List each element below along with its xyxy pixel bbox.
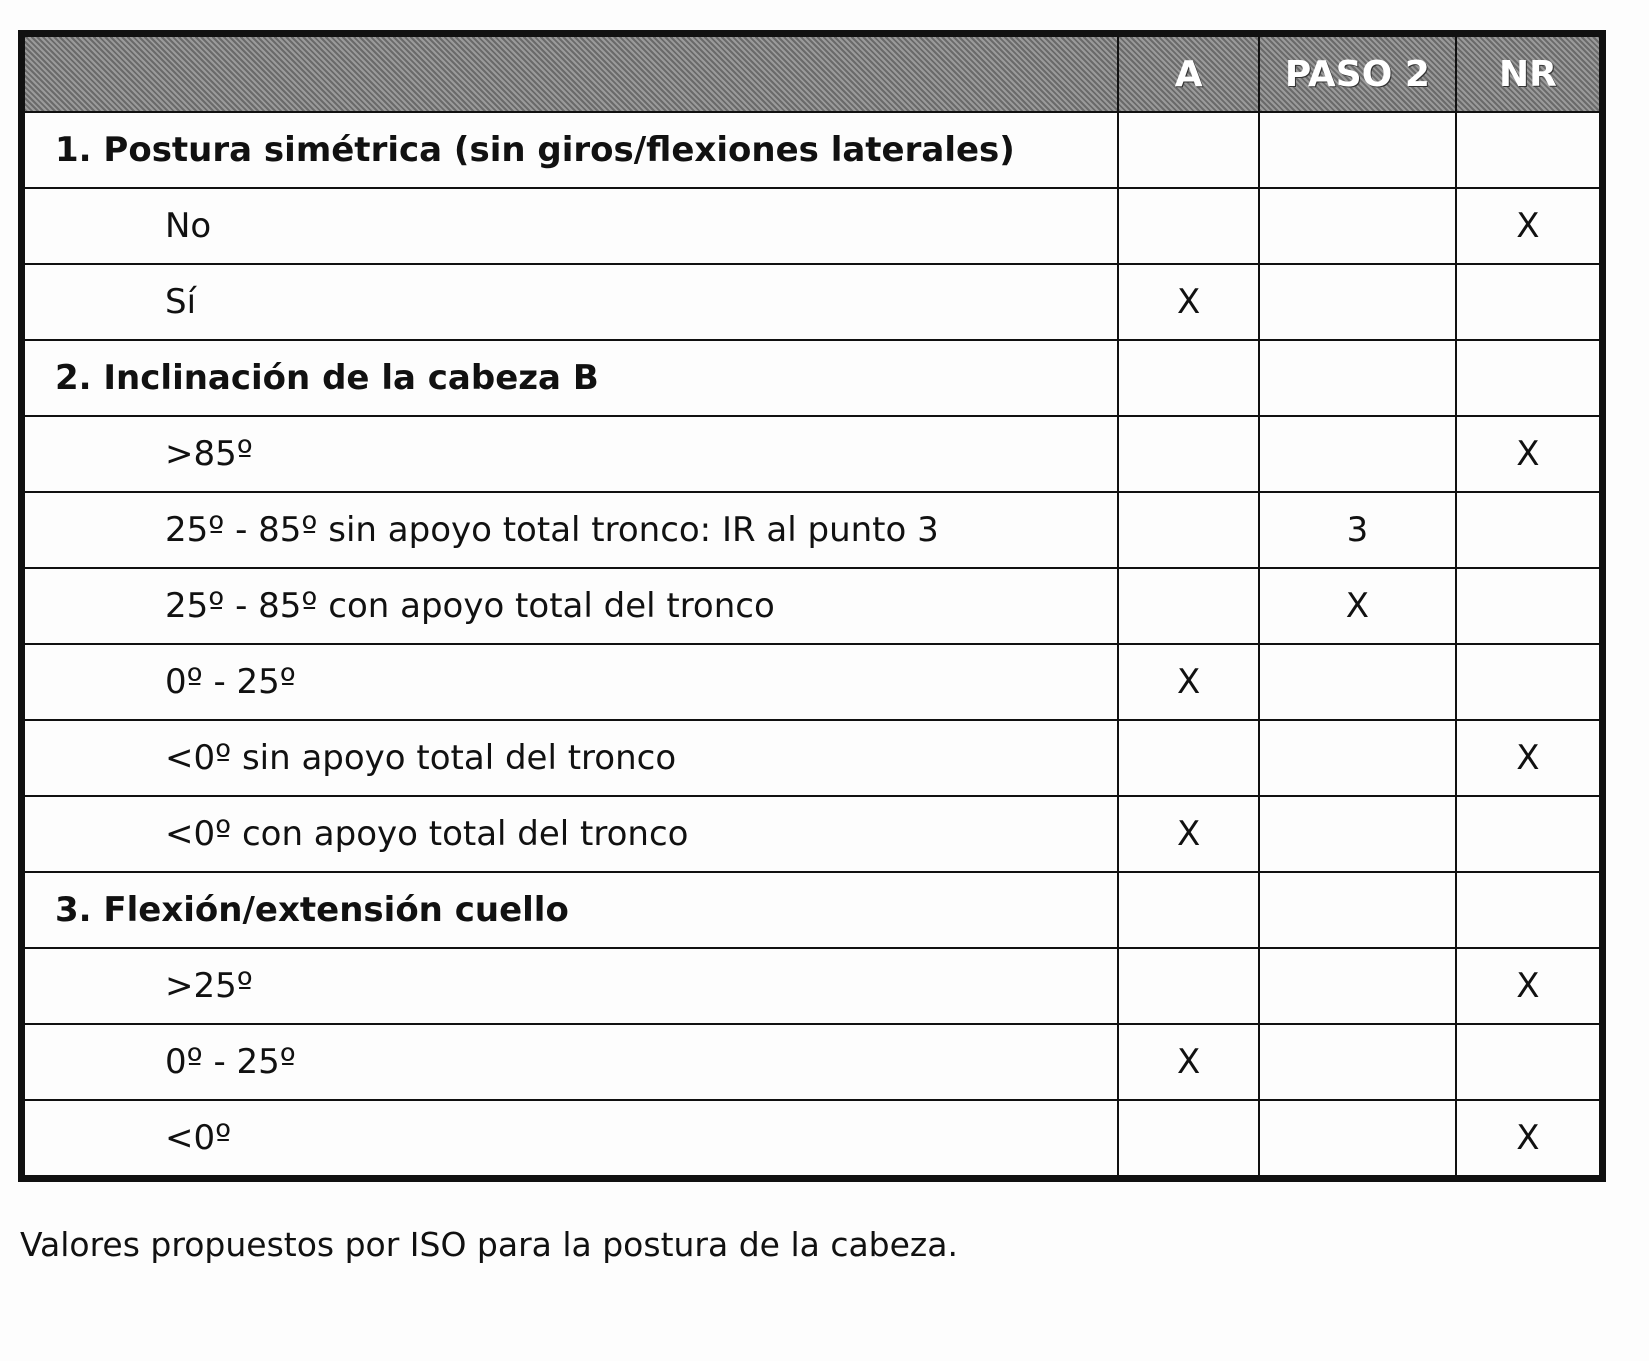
row-description: <0º bbox=[22, 1100, 1119, 1179]
section-row bbox=[22, 872, 1603, 948]
row-mark-a bbox=[1118, 112, 1259, 188]
row-mark-a bbox=[1118, 872, 1259, 948]
row-mark-nr bbox=[1456, 796, 1603, 872]
section-row bbox=[22, 340, 1603, 416]
row-description: 0º - 25º bbox=[22, 644, 1119, 720]
row-description: 25º - 85º con apoyo total del tronco bbox=[22, 568, 1119, 644]
row-mark-paso-2 bbox=[1259, 416, 1456, 492]
row-description: >85º bbox=[22, 416, 1119, 492]
row-mark-a bbox=[1118, 948, 1259, 1024]
row-mark-paso-2: X bbox=[1259, 568, 1456, 644]
row-mark-nr bbox=[1456, 1024, 1603, 1100]
row-mark-a bbox=[1118, 340, 1259, 416]
row-description: 1. Postura simétrica (sin giros/flexiones laterales) bbox=[22, 112, 1119, 188]
row-mark-paso-2: 3 bbox=[1259, 492, 1456, 568]
row-mark-paso-2 bbox=[1259, 720, 1456, 796]
header-paso-2: PASO 2 bbox=[1259, 34, 1456, 113]
row-mark-nr: X bbox=[1456, 720, 1603, 796]
table-body bbox=[22, 112, 1603, 1179]
row-mark-a bbox=[1118, 492, 1259, 568]
table-row bbox=[22, 796, 1603, 872]
row-description: >25º bbox=[22, 948, 1119, 1024]
head-posture-table bbox=[18, 30, 1606, 1182]
header-row bbox=[22, 34, 1603, 113]
table-row bbox=[22, 416, 1603, 492]
row-mark-paso-2 bbox=[1259, 796, 1456, 872]
row-mark-nr: X bbox=[1456, 188, 1603, 264]
row-mark-nr: X bbox=[1456, 948, 1603, 1024]
row-mark-nr bbox=[1456, 872, 1603, 948]
row-description: 3. Flexión/extensión cuello bbox=[22, 872, 1119, 948]
table-row bbox=[22, 492, 1603, 568]
row-description: 25º - 85º sin apoyo total tronco: IR al punto 3 bbox=[22, 492, 1119, 568]
row-mark-nr: X bbox=[1456, 416, 1603, 492]
row-mark-paso-2 bbox=[1259, 644, 1456, 720]
header-nr: NR bbox=[1456, 34, 1603, 113]
row-mark-a bbox=[1118, 416, 1259, 492]
row-description: No bbox=[22, 188, 1119, 264]
row-mark-a bbox=[1118, 568, 1259, 644]
table-row bbox=[22, 948, 1603, 1024]
table-row bbox=[22, 644, 1603, 720]
row-mark-nr bbox=[1456, 264, 1603, 340]
table-row bbox=[22, 1024, 1603, 1100]
row-description: <0º sin apoyo total del tronco bbox=[22, 720, 1119, 796]
row-mark-a: X bbox=[1118, 796, 1259, 872]
header-description bbox=[22, 34, 1119, 113]
row-mark-nr bbox=[1456, 568, 1603, 644]
row-description: <0º con apoyo total del tronco bbox=[22, 796, 1119, 872]
row-mark-paso-2 bbox=[1259, 340, 1456, 416]
row-mark-paso-2 bbox=[1259, 872, 1456, 948]
table-row bbox=[22, 264, 1603, 340]
row-mark-nr bbox=[1456, 112, 1603, 188]
table-header bbox=[22, 34, 1603, 113]
table-caption: Valores propuestos por ISO para la postura de la cabeza. bbox=[20, 1225, 958, 1264]
row-mark-a bbox=[1118, 720, 1259, 796]
row-mark-a: X bbox=[1118, 644, 1259, 720]
row-mark-paso-2 bbox=[1259, 188, 1456, 264]
header-a: A bbox=[1118, 34, 1259, 113]
row-mark-paso-2 bbox=[1259, 264, 1456, 340]
row-mark-paso-2 bbox=[1259, 1100, 1456, 1179]
row-mark-nr: X bbox=[1456, 1100, 1603, 1179]
table-row bbox=[22, 188, 1603, 264]
row-mark-paso-2 bbox=[1259, 1024, 1456, 1100]
table-row bbox=[22, 1100, 1603, 1179]
table-row bbox=[22, 568, 1603, 644]
row-mark-nr bbox=[1456, 644, 1603, 720]
row-description: 0º - 25º bbox=[22, 1024, 1119, 1100]
section-row bbox=[22, 112, 1603, 188]
row-description: 2. Inclinación de la cabeza B bbox=[22, 340, 1119, 416]
row-mark-paso-2 bbox=[1259, 948, 1456, 1024]
row-mark-nr bbox=[1456, 492, 1603, 568]
row-mark-a bbox=[1118, 1100, 1259, 1179]
row-description: Sí bbox=[22, 264, 1119, 340]
row-mark-a: X bbox=[1118, 1024, 1259, 1100]
row-mark-paso-2 bbox=[1259, 112, 1456, 188]
table-row bbox=[22, 720, 1603, 796]
row-mark-a bbox=[1118, 188, 1259, 264]
row-mark-nr bbox=[1456, 340, 1603, 416]
row-mark-a: X bbox=[1118, 264, 1259, 340]
